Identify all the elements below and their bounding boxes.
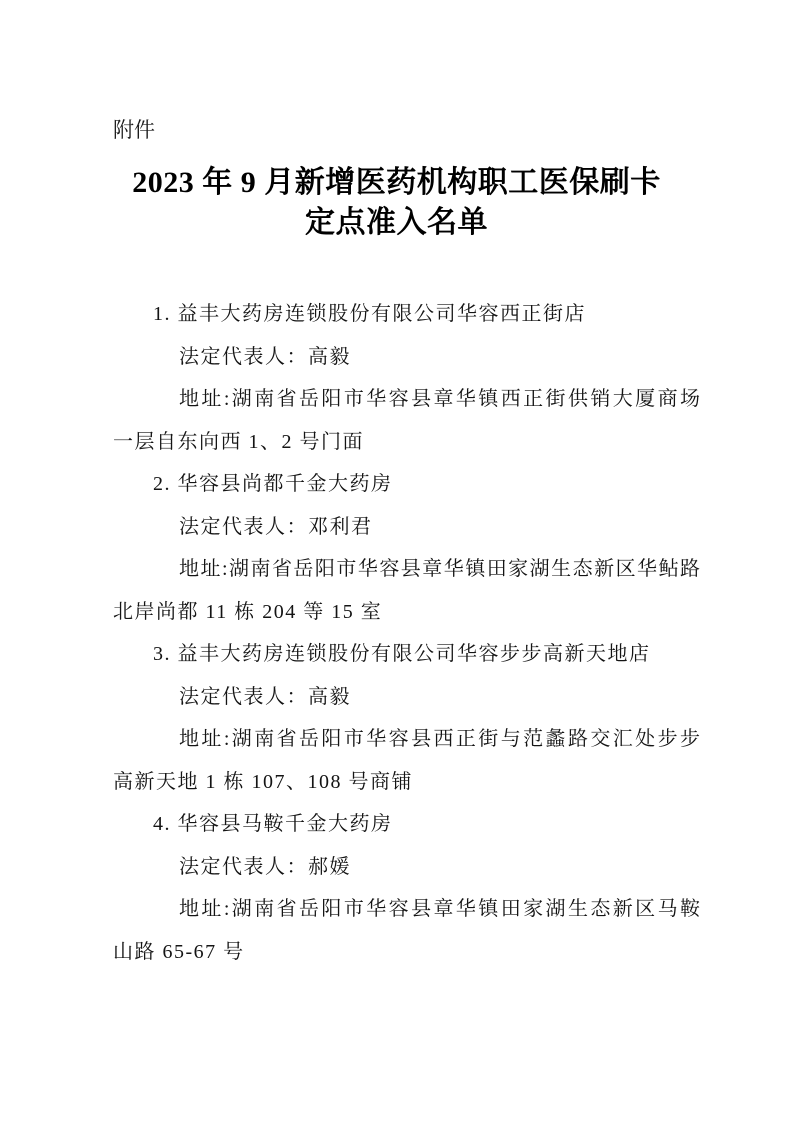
entry — [113, 463, 700, 633]
entry-heading: 4. 华容县马鞍千金大药房 — [153, 813, 393, 835]
address-line-1: 地址:湖南省岳阳市华容县章华镇田家湖生态新区马鞍 — [179, 898, 700, 920]
entry-heading: 3. 益丰大药房连锁股份有限公司华容步步高新天地店 — [153, 643, 651, 665]
entry — [113, 633, 700, 803]
document-title — [0, 163, 793, 243]
legal-rep-line: 法定代表人：郝媛 — [179, 855, 351, 878]
address-line-2: 北岸尚都 11 栋 204 等 15 室 — [113, 600, 383, 623]
address-line-2: 山路 65-67 号 — [113, 940, 245, 963]
title-line-2: 定点准入名单 — [305, 206, 488, 239]
address-line-2: 高新天地 1 栋 107、108 号商铺 — [113, 770, 413, 793]
title-line-1: 2023 年 9 月新增医药机构职工医保刷卡 — [132, 166, 661, 199]
legal-rep-line: 法定代表人：高毅 — [179, 345, 351, 368]
entry — [113, 293, 700, 463]
address-line-1: 地址:湖南省岳阳市华容县西正街与范蠡路交汇处步步 — [179, 728, 700, 750]
entry — [113, 803, 700, 973]
address-line-2: 一层自东向西 1、2 号门面 — [113, 430, 364, 453]
address-line-1: 地址:湖南省岳阳市华容县章华镇田家湖生态新区华鲇路 — [179, 558, 700, 580]
attachment-label: 附件 — [113, 119, 155, 142]
legal-rep-line: 法定代表人：邓利君 — [179, 515, 373, 538]
entry-heading: 1. 益丰大药房连锁股份有限公司华容西正街店 — [153, 303, 586, 325]
entry-heading: 2. 华容县尚都千金大药房 — [153, 473, 393, 495]
entry-list — [113, 293, 700, 973]
address-line-1: 地址:湖南省岳阳市华容县章华镇西正街供销大厦商场 — [179, 388, 700, 410]
legal-rep-line: 法定代表人：高毅 — [179, 685, 351, 708]
